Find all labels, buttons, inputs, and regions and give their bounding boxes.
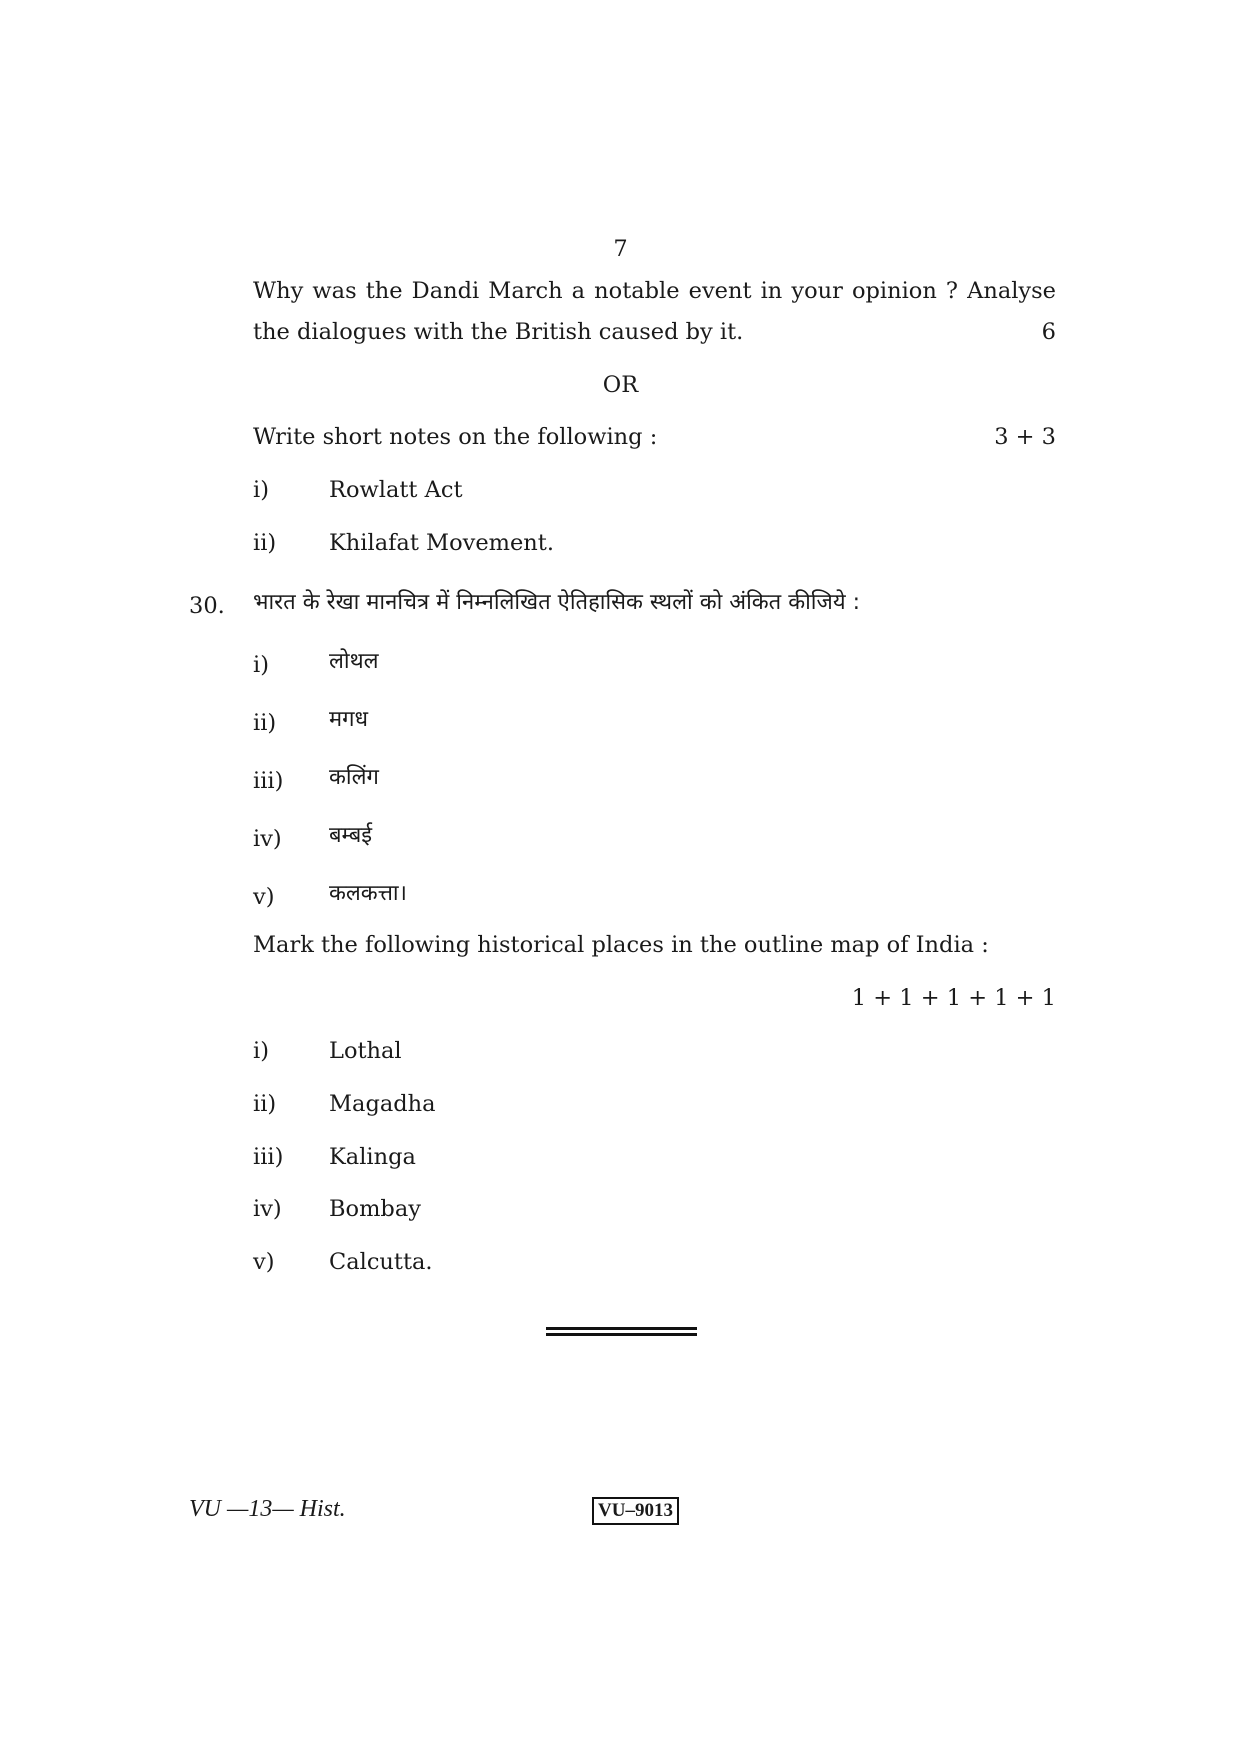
english-item-label: i): [253, 1038, 269, 1064]
hindi-prompt: भारत के रेखा मानचित्र में निम्नलिखित ऐतिहासिक स्थलों को अंकित कीजिये :: [253, 590, 860, 615]
hindi-item-label: iii): [253, 768, 284, 794]
english-prompt: Mark the following historical places in the outline map of India :: [253, 932, 989, 958]
footer-subject: VU —13— Hist.: [189, 1496, 346, 1522]
q30-marks: 1 + 1 + 1 + 1 + 1: [851, 985, 1056, 1011]
short-note-item: Khilafat Movement.: [329, 530, 554, 556]
english-item-label: iii): [253, 1144, 284, 1170]
english-item: Bombay: [329, 1196, 421, 1222]
q29-line-2: the dialogues with the British caused by it.: [253, 319, 744, 345]
page-number: 7: [613, 236, 628, 262]
short-note-label: ii): [253, 530, 277, 556]
hindi-item: लोथल: [329, 649, 379, 674]
hindi-item: कलकत्ता।: [329, 881, 407, 906]
english-item-label: iv): [253, 1196, 282, 1222]
english-item: Magadha: [329, 1091, 436, 1117]
q29-line-1: Why was the Dandi March a notable event in your opinion ? Analyse: [253, 278, 1056, 304]
footer-paper-code: VU–9013: [592, 1497, 679, 1525]
english-item-label: ii): [253, 1091, 277, 1117]
end-rule-top: [546, 1327, 697, 1330]
or-divider: OR: [602, 372, 639, 398]
hindi-item-label: v): [253, 884, 275, 910]
hindi-item-label: iv): [253, 826, 282, 852]
english-item: Lothal: [329, 1038, 402, 1064]
english-item: Kalinga: [329, 1144, 416, 1170]
short-notes-prompt: Write short notes on the following :: [253, 424, 658, 450]
end-rule-bottom: [546, 1333, 697, 1336]
hindi-item-label: ii): [253, 710, 277, 736]
hindi-item: मगध: [329, 707, 369, 732]
short-notes-marks: 3 + 3: [994, 424, 1056, 450]
hindi-item-label: i): [253, 652, 269, 678]
q29-marks: 6: [1041, 319, 1056, 345]
short-note-item: Rowlatt Act: [329, 477, 463, 503]
hindi-item: कलिंग: [329, 765, 379, 790]
short-note-label: i): [253, 477, 269, 503]
english-item: Calcutta.: [329, 1249, 433, 1275]
question-number: 30.: [189, 593, 225, 619]
hindi-item: बम्बई: [329, 823, 373, 848]
english-item-label: v): [253, 1249, 275, 1275]
